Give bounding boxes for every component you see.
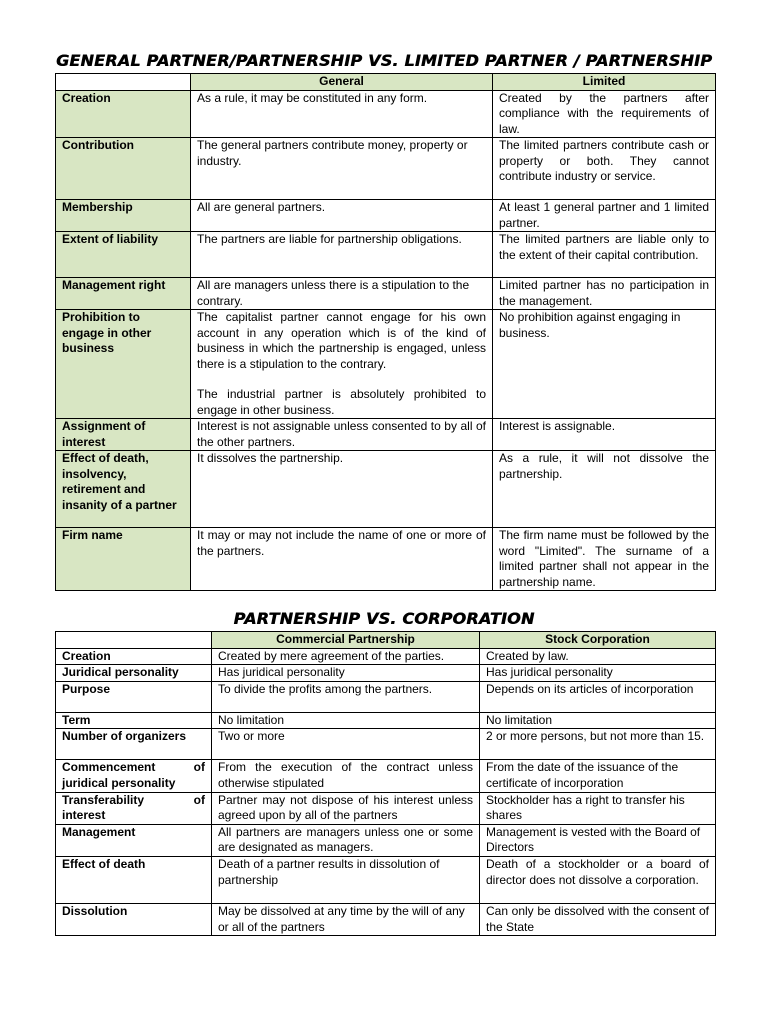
cell-limited: The limited partners are liable only to the extent of their capital contribution.	[493, 232, 716, 278]
row-label-creation: Creation	[56, 648, 212, 665]
cell-corporation: Death of a stockholder or a board of director does not dissolve a corporation.	[480, 856, 716, 903]
general-paragraph-industrial: The industrial partner is absolutely prohibited to engage in other business.	[197, 387, 486, 417]
cell-partnership: May be dissolved at any time by the will of any or all of the partners	[212, 903, 480, 935]
cell-partnership: All partners are managers unless one or some are designated as managers.	[212, 824, 480, 856]
row-label-membership: Membership	[56, 200, 191, 232]
cell-partnership: To divide the profits among the partners.	[212, 681, 480, 712]
row-label-contribution: Contribution	[56, 138, 191, 200]
header-cell-empty	[56, 74, 191, 91]
cell-corporation: Management is vested with the Board of Directors	[480, 824, 716, 856]
row-label-creation: Creation	[56, 90, 191, 138]
cell-corporation: Can only be dissolved with the consent of the State	[480, 903, 716, 935]
cell-general: It may or may not include the name of one or more of the partners.	[191, 528, 493, 591]
cell-limited: The firm name must be followed by the word "Limited". The surname of a limited partner shall not appear in the partnership name.	[493, 528, 716, 591]
cell-limited: At least 1 general partner and 1 limited partner.	[493, 200, 716, 232]
table-row	[56, 712, 716, 729]
title-partnership-vs-corporation: PARTNERSHIP VS. CORPORATION	[233, 609, 535, 628]
title-general-vs-limited: GENERAL PARTNER/PARTNERSHIP VS. LIMITED PARTNER / PARTNERSHIP	[55, 51, 713, 70]
row-label-management: Management	[56, 824, 212, 856]
cell-limited: No prohibition against engaging in business.	[493, 310, 716, 419]
header-limited: Limited	[493, 74, 716, 91]
row-label-extent-of-liability: Extent of liability	[56, 232, 191, 278]
row-label-juridical-personality: Juridical personality	[56, 665, 212, 682]
table-row	[56, 665, 716, 682]
cell-corporation: Depends on its articles of incorporation	[480, 681, 716, 712]
cell-general: The partners are liable for partnership obligations.	[191, 232, 493, 278]
cell-partnership: From the execution of the contract unless otherwise stipulated	[212, 760, 480, 792]
row-label-transferability: Transferability of interest	[56, 792, 212, 824]
table-row	[56, 824, 716, 856]
table-row	[56, 200, 716, 232]
cell-corporation: Created by law.	[480, 648, 716, 665]
table-header-row	[56, 74, 716, 91]
cell-corporation: No limitation	[480, 712, 716, 729]
table-row	[56, 792, 716, 824]
table-row	[56, 528, 716, 591]
row-label-effect-of-death: Effect of death	[56, 856, 212, 903]
cell-corporation: From the date of the issuance of the certificate of incorporation	[480, 760, 716, 792]
cell-partnership: Has juridical personality	[212, 665, 480, 682]
general-paragraph-capitalist: The capitalist partner cannot engage for his own account in any operation which is of the kind of business in which the partnership is engaged, unless there is a stipulation to the contrary.	[197, 310, 486, 371]
cell-corporation: Has juridical personality	[480, 665, 716, 682]
cell-general: It dissolves the partnership.	[191, 451, 493, 528]
paragraph-spacer	[197, 372, 486, 387]
cell-general: The general partners contribute money, property or industry.	[191, 138, 493, 200]
header-cell-empty	[56, 632, 212, 649]
cell-partnership: Two or more	[212, 729, 480, 760]
cell-partnership: Death of a partner results in dissolution of partnership	[212, 856, 480, 903]
cell-general: All are managers unless there is a stipulation to the contrary.	[191, 278, 493, 310]
table-row	[56, 419, 716, 451]
cell-limited: As a rule, it will not dissolve the partnership.	[493, 451, 716, 528]
table-row	[56, 760, 716, 792]
header-stock-corporation: Stock Corporation	[480, 632, 716, 649]
header-commercial-partnership: Commercial Partnership	[212, 632, 480, 649]
table-row	[56, 451, 716, 528]
row-label-management-right: Management right	[56, 278, 191, 310]
row-label-dissolution: Dissolution	[56, 903, 212, 935]
row-label-effect-of-death: Effect of death, insolvency, retirement and insanity of a partner	[56, 451, 191, 528]
cell-limited: The limited partners contribute cash or property or both. They cannot contribute industry or service.	[493, 138, 716, 200]
row-label-commencement: Commencement of juridical personality	[56, 760, 212, 792]
table-row	[56, 310, 716, 419]
table-row	[56, 729, 716, 760]
cell-limited: Limited partner has no participation in the management.	[493, 278, 716, 310]
cell-partnership: No limitation	[212, 712, 480, 729]
cell-corporation: Stockholder has a right to transfer his shares	[480, 792, 716, 824]
table-row	[56, 138, 716, 200]
table-row	[56, 681, 716, 712]
row-label-purpose: Purpose	[56, 681, 212, 712]
cell-general: As a rule, it may be constituted in any form.	[191, 90, 493, 138]
table-row	[56, 278, 716, 310]
cell-partnership: Created by mere agreement of the parties.	[212, 648, 480, 665]
table-general-vs-limited	[55, 73, 716, 591]
table-partnership-vs-corporation	[55, 631, 716, 936]
table-row	[56, 856, 716, 903]
table-row	[56, 90, 716, 138]
cell-general: Interest is not assignable unless consented to by all of the other partners.	[191, 419, 493, 451]
row-label-term: Term	[56, 712, 212, 729]
cell-corporation: 2 or more persons, but not more than 15.	[480, 729, 716, 760]
cell-general	[191, 310, 493, 419]
table-row	[56, 903, 716, 935]
cell-limited: Created by the partners after compliance with the requirements of law.	[493, 90, 716, 138]
table-header-row	[56, 632, 716, 649]
row-label-assignment: Assignment of interest	[56, 419, 191, 451]
cell-general: All are general partners.	[191, 200, 493, 232]
row-label-prohibition: Prohibition to engage in other business	[56, 310, 191, 419]
table-row	[56, 648, 716, 665]
row-label-number-of-organizers: Number of organizers	[56, 729, 212, 760]
header-general: General	[191, 74, 493, 91]
cell-partnership: Partner may not dispose of his interest unless agreed upon by all of the partners	[212, 792, 480, 824]
table-row	[56, 232, 716, 278]
cell-limited: Interest is assignable.	[493, 419, 716, 451]
row-label-firm-name: Firm name	[56, 528, 191, 591]
